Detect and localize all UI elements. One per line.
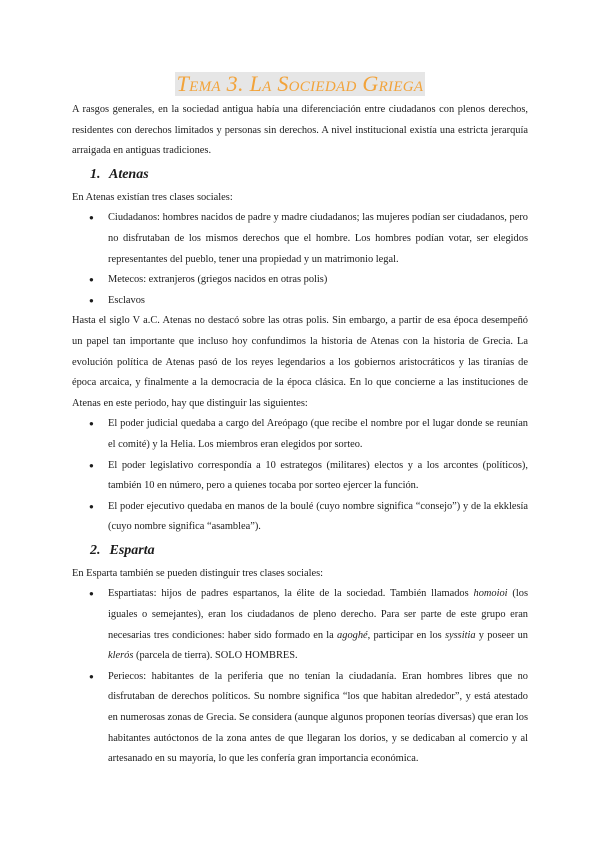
list-item (72, 456, 528, 497)
bullet-icon: ● (89, 419, 94, 429)
esparta-lead: En Esparta también se pueden distinguir tres clases sociales: (72, 567, 324, 579)
bullet-icon: ● (89, 671, 94, 681)
list-item-text: Esclavos (108, 294, 145, 306)
list-item (72, 208, 528, 270)
list-item (72, 667, 528, 770)
document-page (72, 72, 528, 770)
bullet-icon: ● (89, 295, 94, 305)
term-homoioi: homoioi (473, 588, 508, 600)
atenas-history-paragraph: Hasta el siglo V a.C. Atenas no destacó sobre las otras polis. Sin embargo, a partir de esa época desempeñó un papel tan importante que incluso hoy confundimos la historia de Atenas con la historia de Grecia. La evolución política de Atenas pasó de los reyes legendarios a los gobiernos aristocráticos y las tiranías de época arcaica, y finalmente a la democracia de la época clásica. En lo que concierne a las instituciones de Atenas en este periodo, hay que distinguir las siguientes: (72, 315, 528, 409)
bullet-icon: ● (89, 275, 94, 285)
section-title: Atenas (108, 166, 149, 182)
atenas-powers-list (72, 414, 528, 538)
section-number: 2. (90, 542, 101, 558)
list-item-text: Metecos: extranjeros (griegos nacidos en otras polis) (108, 274, 328, 286)
atenas-classes-list (72, 208, 528, 311)
bullet-icon: ● (89, 213, 94, 223)
intro-paragraph: A rasgos generales, en la sociedad antigua había una diferenciación entre ciudadanos con plenos derechos, residentes con derechos limitados y personas sin derechos. A nivel institucional existía una estricta jerarquía arraigada en antiguas tradiciones. (72, 104, 528, 157)
section-heading-esparta (72, 538, 528, 564)
list-item (72, 291, 528, 312)
term-agoghe: agoghé (337, 629, 368, 641)
bullet-icon: ● (89, 460, 94, 470)
term-kleros: klerós (108, 650, 134, 662)
section-title: Esparta (109, 542, 155, 558)
esparta-classes-list (72, 584, 528, 769)
list-item-text: Ciudadanos: hombres nacidos de padre y madre ciudadanos; las mujeres podían ser ciudadanos, pero no disfrutaban de los mismos derechos que el hombre. Los hombres podían votar, ser elegidos representantes del pueblo, tener una propiedad y un matrimonio legal. (108, 212, 528, 265)
bullet-icon: ● (89, 501, 94, 511)
atenas-lead: En Atenas existían tres clases sociales: (72, 191, 233, 203)
title-block (72, 72, 528, 98)
list-item-text: Periecos: habitantes de la periferia que no tenían la ciudadanía. Eran hombres libres que no disfrutaban de derechos políticos. Su nombre significa “los que habitan alrededor”, y está atestado en numerosas zonas de Grecia. Se considera (aunque algunos proponen teorías diversas) que eran los habitantes autóctonos de la zona antes de que llegaran los dorios, y se dedicaban al comercio y al artesanado en su mayoría, lo que les confería gran importancia económica. (108, 670, 528, 765)
list-item-text: Espartiatas: hijos de padres espartanos, la élite de la sociedad. También llamados homoioi (los iguales o semejantes), eran los ciudadanos de pleno derecho. Para ser parte de este grupo eran necesarias tres condiciones: haber sido formado en la agoghé, participar en los syssitia y poseer un klerós (parcela de tierra). SOLO HOMBRES. (108, 588, 529, 662)
list-item (72, 414, 528, 455)
list-item (72, 270, 528, 291)
list-item-text: El poder ejecutivo quedaba en manos de la boulé (cuyo nombre significa “consejo”) y de la ekklesía (cuyo nombre significa “asamblea”). (108, 500, 528, 533)
list-item (72, 497, 528, 538)
section-heading-atenas (72, 162, 528, 188)
list-item-text: El poder legislativo correspondía a 10 estrategos (militares) electos y a los arcontes (políticos), también 10 en número, pero a quienes tocaba por sorteo ejercer la función. (108, 459, 528, 492)
list-item (72, 584, 528, 666)
page-title: Tema 3. La Sociedad Griega (176, 71, 424, 96)
list-item-text: El poder judicial quedaba a cargo del Areópago (que recibe el nombre por el lugar donde se reunían el comité) y la Helia. Los miembros eran elegidos por sorteo. (108, 418, 528, 450)
bullet-icon: ● (89, 589, 94, 599)
term-syssitia: syssitia (444, 629, 476, 641)
section-number: 1. (90, 166, 101, 182)
